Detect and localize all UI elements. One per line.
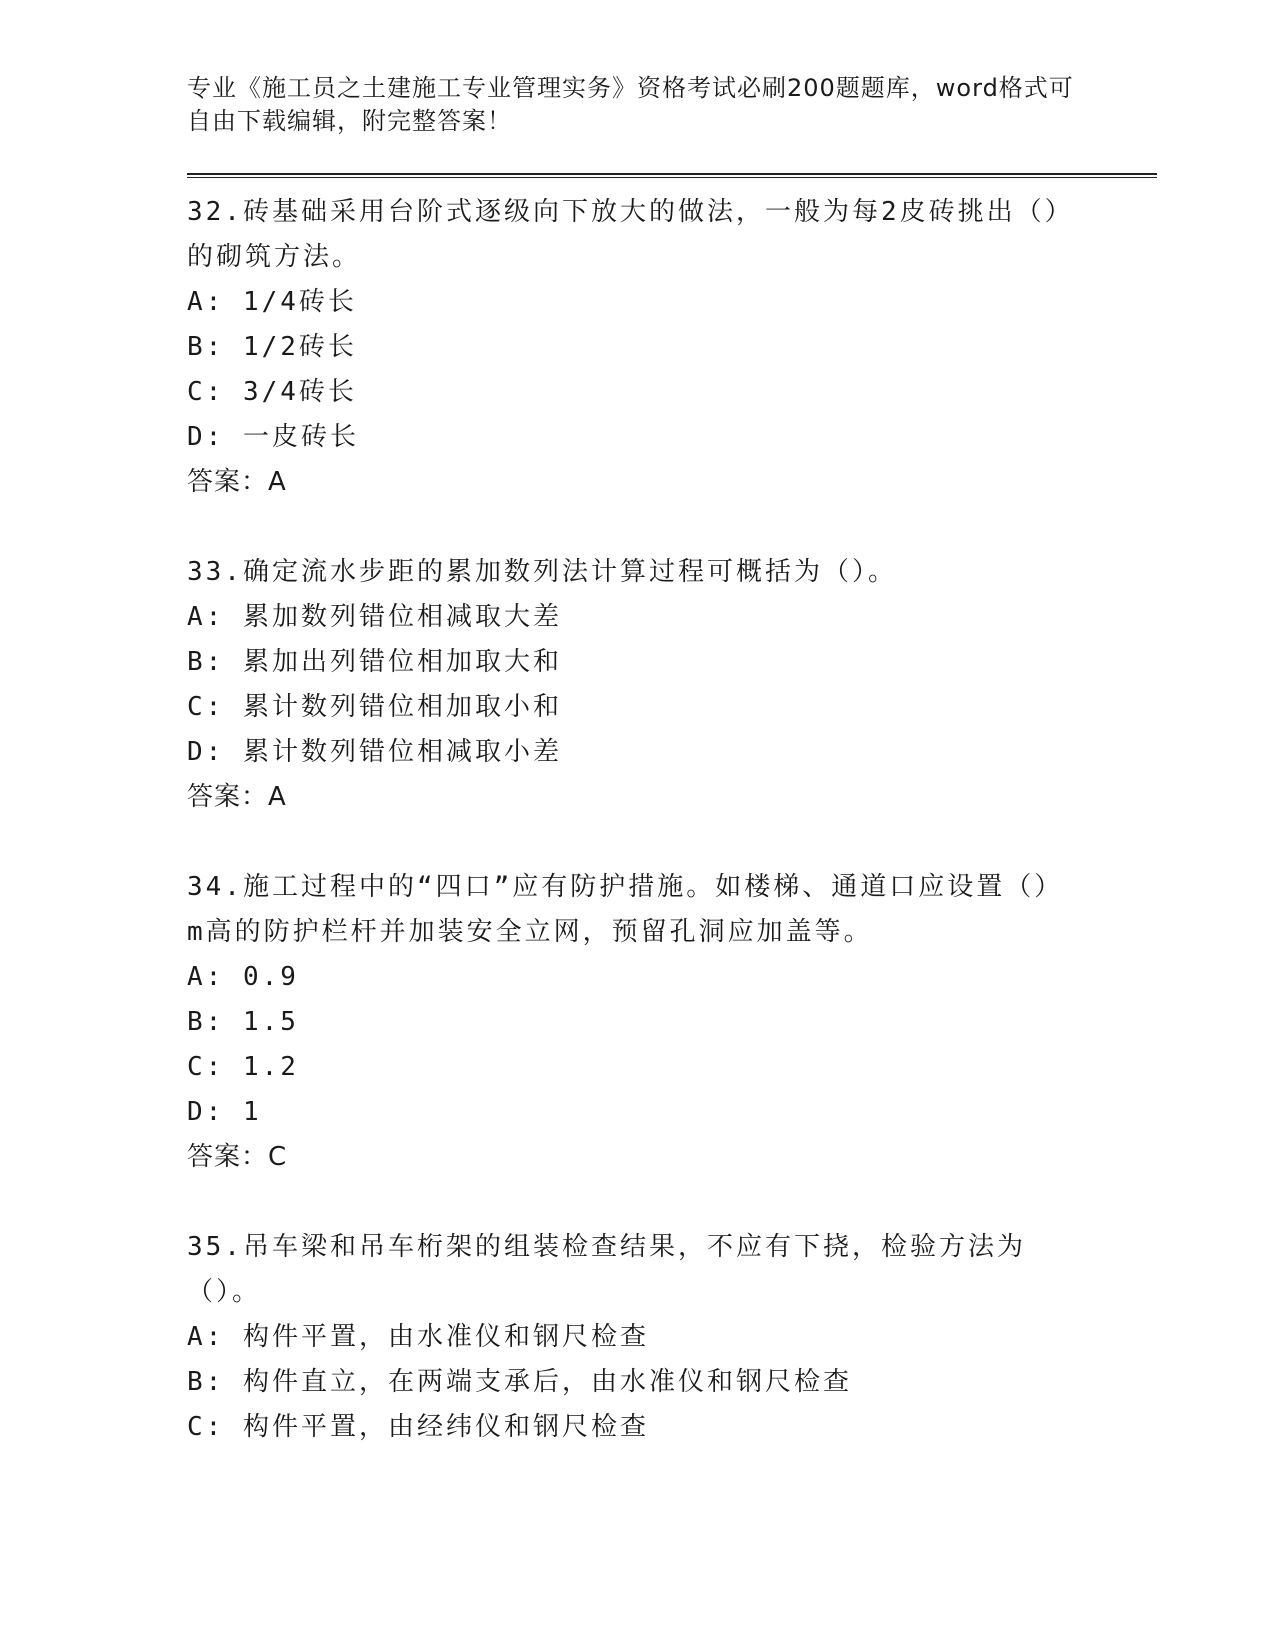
question-stem: 33.确定流水步距的累加数列法计算过程可概括为（）。 (187, 557, 897, 587)
question-32 (187, 190, 1157, 505)
spacer (187, 820, 1157, 865)
question-34 (187, 865, 1157, 1180)
option-c: C: 1.2 (187, 1052, 299, 1082)
answer-line: 答案：A (187, 467, 287, 497)
option-d: D: 累计数列错位相减取小差 (187, 737, 562, 767)
spacer (187, 505, 1157, 550)
answer-line: 答案：A (187, 782, 287, 812)
option-b: B: 构件直立，在两端支承后，由水准仪和钢尺检查 (187, 1367, 852, 1397)
question-33 (187, 550, 1157, 820)
spacer (187, 1180, 1157, 1225)
option-a: A: 构件平置，由水准仪和钢尺检查 (187, 1322, 649, 1352)
header-divider (187, 173, 1157, 178)
option-a: A: 累加数列错位相减取大差 (187, 602, 562, 632)
option-c: C: 3/4砖长 (187, 377, 357, 407)
option-d: D: 1 (187, 1097, 262, 1127)
question-stem: 32.砖基础采用台阶式逐级向下放大的做法，一般为每2皮砖挑出（）的砌筑方法。 (187, 197, 1061, 272)
option-c: C: 累计数列错位相加取小和 (187, 692, 562, 722)
question-stem: 35.吊车梁和吊车桁架的组装检查结果，不应有下挠，检验方法为（）。 (187, 1232, 1026, 1307)
option-c: C: 构件平置，由经纬仪和钢尺检查 (187, 1412, 649, 1442)
document-page (187, 72, 1157, 1450)
question-35 (187, 1225, 1157, 1450)
answer-line: 答案：C (187, 1142, 288, 1172)
document-header-line-1: 专业《施工员之土建施工专业管理实务》资格考试必刷200题题库，word格式可 (187, 74, 1074, 102)
option-b: B: 累加出列错位相加取大和 (187, 647, 562, 677)
option-a: A: 1/4砖长 (187, 287, 357, 317)
question-stem: 34.施工过程中的“四口”应有防护措施。如楼梯、通道口应设置（）m高的防护栏杆并加装安全立网，预留孔洞应加盖等。 (187, 872, 1064, 947)
option-d: D: 一皮砖长 (187, 422, 359, 452)
option-a: A: 0.9 (187, 962, 299, 992)
option-b: B: 1.5 (187, 1007, 299, 1037)
document-header-line-2: 自由下载编辑，附完整答案！ (187, 107, 512, 135)
option-b: B: 1/2砖长 (187, 332, 357, 362)
